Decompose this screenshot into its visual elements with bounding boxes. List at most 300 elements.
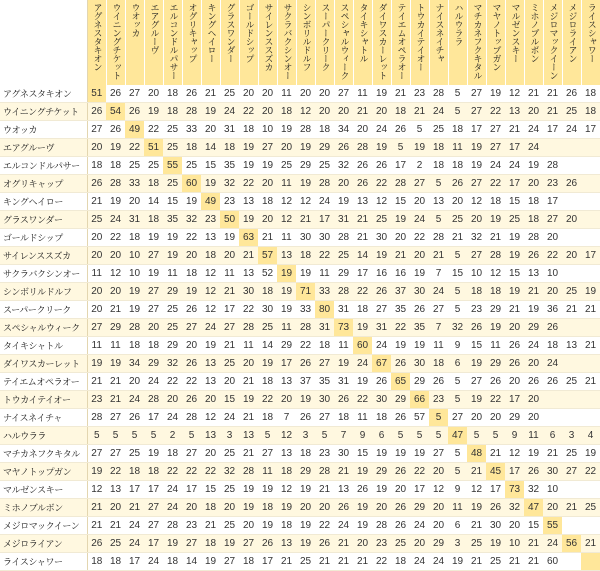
table-cell: 25 [220, 481, 239, 499]
column-header-label: グラスワンダー [224, 3, 235, 63]
column-header-label: スペシャルウィーク [338, 3, 349, 80]
table-cell: 19 [467, 355, 486, 373]
table-row [0, 85, 600, 103]
table-cell [581, 193, 600, 211]
table-cell: 21 [505, 553, 524, 571]
table-cell: 27 [334, 85, 353, 103]
table-cell: 20 [277, 139, 296, 157]
table-cell: 60 [353, 337, 372, 355]
table-cell: 19 [258, 481, 277, 499]
table-cell: 20 [391, 229, 410, 247]
table-cell: 19 [448, 553, 467, 571]
table-cell: 17 [220, 301, 239, 319]
table-cell: 24 [524, 139, 543, 157]
table-cell: 20 [239, 355, 258, 373]
table-cell: 50 [220, 211, 239, 229]
table-cell: 20 [562, 211, 581, 229]
column-header-label: ウオッカ [129, 3, 140, 37]
table-cell: 5 [486, 427, 505, 445]
table-cell: 15 [448, 265, 467, 283]
table-cell: 18 [353, 301, 372, 319]
table-cell: 18 [258, 499, 277, 517]
table-cell: 21 [524, 535, 543, 553]
table-cell: 30 [486, 517, 505, 535]
table-cell: 15 [467, 337, 486, 355]
table-cell: 25 [220, 85, 239, 103]
column-header [296, 0, 315, 85]
table-cell: 4 [581, 427, 600, 445]
table-cell: 5 [448, 247, 467, 265]
table-cell: 19 [201, 175, 220, 193]
table-cell: 18 [448, 157, 467, 175]
table-cell: 21 [410, 103, 429, 121]
table-cell: 20 [524, 103, 543, 121]
table-cell: 18 [144, 463, 163, 481]
table-cell: 25 [163, 319, 182, 337]
table-cell: 19 [163, 229, 182, 247]
table-cell: 24 [562, 121, 581, 139]
table-cell: 16 [391, 265, 410, 283]
table-cell: 19 [277, 121, 296, 139]
table-cell: 26 [467, 319, 486, 337]
table-cell: 17 [144, 481, 163, 499]
table-cell: 18 [239, 553, 258, 571]
table-cell: 37 [296, 373, 315, 391]
table-cell: 12 [296, 103, 315, 121]
header-row [0, 0, 600, 85]
table-cell: 19 [410, 445, 429, 463]
table-cell [562, 553, 581, 571]
table-cell: 35 [163, 211, 182, 229]
row-header-label: ライスシャワー [0, 553, 87, 571]
table-cell: 19 [486, 211, 505, 229]
table-cell: 22 [182, 229, 201, 247]
table-cell: 24 [410, 517, 429, 535]
table-cell: 18 [201, 247, 220, 265]
table-cell: 19 [296, 139, 315, 157]
table-cell: 13 [524, 265, 543, 283]
table-cell: 11 [277, 85, 296, 103]
table-cell: 25 [87, 211, 106, 229]
table-cell [562, 193, 581, 211]
table-cell [562, 265, 581, 283]
table-cell: 18 [201, 535, 220, 553]
table-cell: 28 [543, 157, 562, 175]
table-cell: 19 [467, 157, 486, 175]
table-cell: 54 [106, 103, 125, 121]
table-cell: 18 [486, 193, 505, 211]
column-header [429, 0, 448, 85]
table-cell: 26 [391, 121, 410, 139]
table-cell: 32 [467, 229, 486, 247]
table-cell: 21 [543, 85, 562, 103]
table-cell: 26 [296, 355, 315, 373]
table-cell: 26 [524, 373, 543, 391]
table-cell: 21 [524, 553, 543, 571]
table-cell: 17 [144, 535, 163, 553]
table-cell: 20 [239, 517, 258, 535]
table-cell [581, 481, 600, 499]
table-cell: 7 [334, 427, 353, 445]
table-cell: 17 [410, 481, 429, 499]
table-cell: 20 [562, 247, 581, 265]
table-cell: 18 [524, 211, 543, 229]
table-cell: 26 [543, 373, 562, 391]
row-header-label: メジロライアン [0, 535, 87, 553]
table-cell: 21 [581, 301, 600, 319]
table-cell: 19 [87, 463, 106, 481]
table-cell: 19 [258, 157, 277, 175]
table-cell: 5 [410, 427, 429, 445]
table-cell [562, 355, 581, 373]
column-header [201, 0, 220, 85]
table-cell: 27 [315, 355, 334, 373]
table-cell: 10 [543, 265, 562, 283]
table-cell: 26 [125, 409, 144, 427]
table-cell: 30 [239, 283, 258, 301]
column-header-label: ウイニングチケット [110, 3, 121, 80]
table-cell: 20 [87, 229, 106, 247]
table-cell: 32 [334, 157, 353, 175]
table-cell: 18 [429, 355, 448, 373]
table-cell: 25 [562, 283, 581, 301]
table-cell: 12 [467, 193, 486, 211]
table-cell: 25 [486, 553, 505, 571]
table-cell: 24 [334, 517, 353, 535]
table-cell: 17 [315, 211, 334, 229]
table-cell: 22 [239, 301, 258, 319]
table-cell: 18 [296, 247, 315, 265]
table-cell: 20 [524, 175, 543, 193]
table-cell: 20 [353, 121, 372, 139]
table-cell: 27 [182, 319, 201, 337]
table-cell: 29 [144, 355, 163, 373]
table-cell: 12 [277, 427, 296, 445]
column-header [410, 0, 429, 85]
table-cell: 30 [543, 463, 562, 481]
table-cell: 26 [353, 157, 372, 175]
table-cell: 20 [87, 283, 106, 301]
table-cell: 19 [467, 499, 486, 517]
table-cell: 11 [87, 337, 106, 355]
table-cell [581, 265, 600, 283]
table-cell: 17 [467, 121, 486, 139]
row-header-label: エルコンドルパサー [0, 157, 87, 175]
table-cell: 22 [296, 337, 315, 355]
table-cell: 21 [524, 85, 543, 103]
table-cell: 19 [581, 283, 600, 301]
table-cell: 18 [277, 463, 296, 481]
table-cell: 25 [220, 517, 239, 535]
table-cell: 25 [391, 535, 410, 553]
table-cell: 11 [486, 337, 505, 355]
table-cell: 5 [144, 427, 163, 445]
column-header [486, 0, 505, 85]
table-cell: 21 [239, 445, 258, 463]
table-cell: 24 [163, 409, 182, 427]
table-cell: 19 [182, 193, 201, 211]
column-header-label: サイレンススズカ [262, 3, 273, 71]
table-cell: 5 [448, 283, 467, 301]
table-cell: 5 [467, 427, 486, 445]
table-cell: 19 [239, 481, 258, 499]
table-cell: 21 [524, 283, 543, 301]
table-cell: 19 [372, 445, 391, 463]
table-cell: 21 [334, 553, 353, 571]
table-cell: 24 [429, 103, 448, 121]
column-header-label: ゴールドシップ [243, 3, 254, 63]
table-cell: 26 [391, 463, 410, 481]
table-cell: 21 [296, 211, 315, 229]
column-header-label: トウカイテイオー [414, 3, 425, 71]
table-cell: 21 [106, 301, 125, 319]
column-header [467, 0, 486, 85]
table-cell: 19 [372, 481, 391, 499]
row-header-label: マルゼンスキー [0, 481, 87, 499]
table-row [0, 157, 600, 175]
table-cell: 80 [315, 301, 334, 319]
table-row [0, 427, 600, 445]
table-cell: 20 [87, 301, 106, 319]
table-cell: 5 [391, 427, 410, 445]
table-cell [562, 409, 581, 427]
table-cell: 5 [448, 445, 467, 463]
table-cell: 12 [505, 85, 524, 103]
table-cell: 20 [372, 103, 391, 121]
table-cell: 19 [277, 499, 296, 517]
table-cell: 22 [315, 247, 334, 265]
table-cell: 33 [125, 175, 144, 193]
table-cell: 9 [448, 337, 467, 355]
table-cell: 25 [125, 157, 144, 175]
table-cell: 18 [106, 157, 125, 175]
table-cell: 19 [505, 229, 524, 247]
table-cell: 26 [125, 103, 144, 121]
table-cell: 25 [163, 301, 182, 319]
column-header-label: マチカネフクキタル [471, 3, 482, 80]
table-cell: 17 [125, 481, 144, 499]
table-cell: 11 [220, 265, 239, 283]
row-header-label: ダイワスカーレット [0, 355, 87, 373]
table-cell: 29 [315, 139, 334, 157]
table-cell: 20 [524, 409, 543, 427]
table-cell: 19 [144, 103, 163, 121]
table-cell: 32 [163, 355, 182, 373]
table-cell: 19 [144, 265, 163, 283]
table-cell: 27 [220, 553, 239, 571]
table-cell: 20 [486, 409, 505, 427]
column-header-label: エアグルーヴ [148, 3, 159, 54]
table-cell: 20 [448, 193, 467, 211]
table-cell: 21 [505, 121, 524, 139]
table-cell: 30 [372, 229, 391, 247]
table-cell: 27 [144, 517, 163, 535]
table-cell: 26 [258, 535, 277, 553]
table-cell: 19 [467, 139, 486, 157]
table-cell: 27 [429, 445, 448, 463]
table-cell: 18 [258, 283, 277, 301]
table-cell: 22 [144, 121, 163, 139]
table-cell: 27 [467, 373, 486, 391]
column-header [163, 0, 182, 85]
row-header-label: テイエムオペラオー [0, 373, 87, 391]
table-cell: 27 [410, 175, 429, 193]
column-header [543, 0, 562, 85]
table-cell: 29 [106, 319, 125, 337]
table-cell: 24 [125, 535, 144, 553]
table-cell: 22 [410, 463, 429, 481]
table-cell [581, 409, 600, 427]
table-cell: 21 [448, 229, 467, 247]
table-cell: 22 [486, 391, 505, 409]
table-cell: 15 [201, 481, 220, 499]
table-cell: 26 [372, 373, 391, 391]
table-cell: 20 [429, 463, 448, 481]
table-cell: 21 [239, 373, 258, 391]
table-cell: 27 [144, 301, 163, 319]
table-cell: 13 [106, 481, 125, 499]
table-cell: 9 [448, 481, 467, 499]
table-cell: 24 [543, 535, 562, 553]
table-cell: 23 [87, 391, 106, 409]
table-cell: 12 [106, 265, 125, 283]
table-cell: 20 [334, 103, 353, 121]
table-cell: 18 [220, 139, 239, 157]
table-cell: 28 [315, 175, 334, 193]
table-cell: 17 [486, 481, 505, 499]
table-cell: 35 [391, 301, 410, 319]
table-cell: 15 [353, 445, 372, 463]
table-cell: 20 [410, 535, 429, 553]
table-cell: 27 [125, 85, 144, 103]
table-cell: 20 [125, 373, 144, 391]
column-header-label: シンボリルドルフ [300, 3, 311, 71]
table-cell: 22 [106, 229, 125, 247]
table-cell: 28 [239, 463, 258, 481]
table-cell: 21 [467, 553, 486, 571]
table-cell: 20 [201, 121, 220, 139]
table-cell: 45 [486, 463, 505, 481]
table-cell: 27 [467, 85, 486, 103]
table-cell: 19 [353, 373, 372, 391]
table-cell: 73 [334, 319, 353, 337]
table-cell: 27 [182, 535, 201, 553]
table-cell: 29 [410, 499, 429, 517]
table-cell: 27 [144, 283, 163, 301]
table-cell: 55 [163, 157, 182, 175]
table-cell: 24 [524, 121, 543, 139]
table-cell: 12 [201, 301, 220, 319]
table-cell: 12 [201, 409, 220, 427]
table-cell: 6 [448, 355, 467, 373]
table-cell: 21 [353, 553, 372, 571]
table-cell: 19 [258, 517, 277, 535]
column-header [581, 0, 600, 85]
table-row [0, 193, 600, 211]
table-cell: 26 [505, 355, 524, 373]
table-cell [581, 229, 600, 247]
table-cell: 15 [524, 517, 543, 535]
table-cell: 11 [429, 337, 448, 355]
table-cell: 21 [87, 373, 106, 391]
table-cell: 19 [334, 193, 353, 211]
table-cell: 23 [410, 85, 429, 103]
table-cell: 20 [505, 319, 524, 337]
table-cell: 34 [125, 355, 144, 373]
table-cell [562, 319, 581, 337]
table-cell: 24 [106, 211, 125, 229]
table-cell: 21 [239, 247, 258, 265]
table-cell: 19 [87, 355, 106, 373]
table-cell: 19 [239, 499, 258, 517]
table-cell: 26 [448, 175, 467, 193]
table-cell: 12 [467, 481, 486, 499]
table-cell: 20 [543, 283, 562, 301]
table-cell: 23 [429, 391, 448, 409]
table-cell: 29 [486, 301, 505, 319]
table-cell: 12 [505, 445, 524, 463]
table-row [0, 499, 600, 517]
table-cell: 26 [182, 85, 201, 103]
table-cell: 27 [467, 247, 486, 265]
table-cell: 20 [201, 391, 220, 409]
table-cell: 24 [429, 283, 448, 301]
table-row [0, 175, 600, 193]
table-cell: 24 [410, 553, 429, 571]
table-cell: 22 [486, 175, 505, 193]
table-cell: 25 [220, 355, 239, 373]
table-cell: 19 [182, 283, 201, 301]
table-cell: 26 [486, 499, 505, 517]
table-cell: 27 [106, 445, 125, 463]
table-cell: 27 [182, 445, 201, 463]
table-cell: 28 [125, 319, 144, 337]
table-cell: 30 [258, 301, 277, 319]
table-cell: 18 [163, 85, 182, 103]
table-cell: 19 [391, 445, 410, 463]
table-row [0, 481, 600, 499]
table-cell: 18 [486, 283, 505, 301]
table-cell: 19 [125, 301, 144, 319]
table-cell: 25 [182, 157, 201, 175]
table-cell: 30 [410, 355, 429, 373]
table-cell [581, 517, 600, 535]
table-cell: 18 [258, 409, 277, 427]
table-cell: 24 [372, 337, 391, 355]
table-cell: 7 [429, 319, 448, 337]
table-cell: 15 [391, 193, 410, 211]
table-cell: 35 [315, 373, 334, 391]
column-header-label: ハルウララ [452, 3, 463, 46]
table-cell: 18 [372, 409, 391, 427]
row-header-label: マヤノトップガン [0, 463, 87, 481]
column-header [125, 0, 144, 85]
table-cell: 20 [258, 175, 277, 193]
table-cell [562, 229, 581, 247]
table-cell: 22 [486, 103, 505, 121]
table-cell: 5 [410, 121, 429, 139]
table-cell: 19 [163, 535, 182, 553]
column-header-label: ダイワスカーレット [376, 3, 387, 80]
row-header-label: ナイスネイチャ [0, 409, 87, 427]
table-cell: 19 [144, 445, 163, 463]
row-header-label: メジロマックイーン [0, 517, 87, 535]
column-header [239, 0, 258, 85]
table-cell: 19 [410, 337, 429, 355]
table-cell: 20 [543, 499, 562, 517]
table-cell: 31 [334, 211, 353, 229]
table-cell: 19 [372, 247, 391, 265]
